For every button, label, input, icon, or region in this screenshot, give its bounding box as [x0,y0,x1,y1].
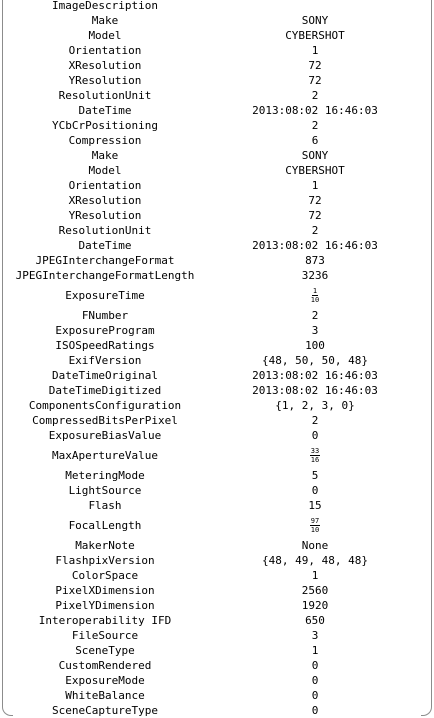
metadata-value: 3 [311,324,319,337]
metadata-row [0,568,434,583]
metadata-key: MeteringMode [65,469,145,482]
metadata-value: 2560 [301,584,329,597]
metadata-row [0,483,434,498]
metadata-row [0,613,434,628]
metadata-key: DateTimeDigitized [48,384,162,397]
metadata-key: LightSource [68,484,142,497]
metadata-key: ExposureMode [65,674,145,687]
metadata-row [0,323,434,338]
metadata-value: 650 [305,614,325,627]
metadata-key: Orientation [68,179,142,192]
metadata-row [0,513,434,538]
metadata-value: SONY [301,149,329,162]
metadata-key: Interoperability IFD [38,614,172,627]
metadata-value: 2013:08:02 16:46:03 [252,104,378,117]
metadata-row [0,628,434,643]
metadata-key: Flash [88,499,122,512]
metadata-key: JPEGInterchangeFormatLength [15,269,195,282]
metadata-row [0,253,434,268]
metadata-value: 2013:08:02 16:46:03 [252,369,378,382]
metadata-row [0,538,434,553]
metadata-value: 2 [311,309,319,322]
metadata-row [0,193,434,208]
metadata-key: YResolution [68,74,142,87]
metadata-key: ResolutionUnit [58,224,152,237]
metadata-key: YResolution [68,209,142,222]
fraction-value [310,517,320,534]
metadata-value: 72 [308,194,322,207]
metadata-key: Make [91,149,119,162]
fraction-numerator: 1 [312,287,318,295]
metadata-row [0,13,434,28]
metadata-key: MakerNote [75,539,135,552]
metadata-key: SceneCaptureType [52,704,158,717]
fraction-numerator: 97 [310,517,320,525]
metadata-key: Model [88,164,122,177]
metadata-row [0,413,434,428]
metadata-row [0,498,434,513]
metadata-row [0,703,434,718]
metadata-row [0,468,434,483]
metadata-key: ResolutionUnit [58,89,152,102]
metadata-row [0,308,434,323]
metadata-row [0,658,434,673]
metadata-row [0,688,434,703]
metadata-value: 3 [311,629,319,642]
metadata-row [0,208,434,223]
metadata-key: MaxApertureValue [52,449,158,462]
metadata-row [0,148,434,163]
metadata-row [0,223,434,238]
metadata-key: CompressedBitsPerPixel [32,414,178,427]
metadata-row [0,133,434,148]
metadata-value: None [301,539,329,552]
metadata-row [0,73,434,88]
metadata-key: PixelXDimension [55,584,155,597]
metadata-row [0,0,434,13]
metadata-value: {48, 50, 50, 48} [262,354,368,367]
metadata-key: XResolution [68,194,142,207]
metadata-key: CustomRendered [58,659,152,672]
metadata-key: YCbCrPositioning [52,119,158,132]
fraction-numerator: 33 [310,447,320,455]
metadata-row [0,398,434,413]
metadata-row [0,583,434,598]
metadata-row [0,58,434,73]
fraction-value [310,287,320,304]
metadata-key: WhiteBalance [65,689,145,702]
metadata-value: 0 [311,429,319,442]
metadata-row [0,178,434,193]
metadata-row [0,28,434,43]
metadata-value: 0 [311,484,319,497]
fraction-denominator: 10 [310,296,320,304]
metadata-row [0,103,434,118]
metadata-value: 72 [308,59,322,72]
metadata-value: 2013:08:02 16:46:03 [252,384,378,397]
metadata-value: 0 [311,704,319,717]
metadata-row [0,553,434,568]
metadata-value [210,287,420,304]
metadata-key: SceneType [75,644,135,657]
metadata-key: Make [91,14,119,27]
metadata-value: SONY [301,14,329,27]
metadata-key: FileSource [71,629,139,642]
metadata-value: 2 [311,89,319,102]
metadata-value: 72 [308,74,322,87]
metadata-key: ComponentsConfiguration [28,399,182,412]
metadata-value: 72 [308,209,322,222]
metadata-value: CYBERSHOT [285,29,345,42]
metadata-row [0,443,434,468]
metadata-value [210,447,420,464]
metadata-row [0,283,434,308]
metadata-key: DateTimeOriginal [52,369,158,382]
metadata-key: PixelYDimension [55,599,155,612]
metadata-value [210,517,420,534]
metadata-key: XResolution [68,59,142,72]
metadata-value: 1 [311,179,319,192]
metadata-key: FlashpixVersion [55,554,155,567]
metadata-key: Compression [68,134,142,147]
metadata-value: CYBERSHOT [285,164,345,177]
metadata-key: ExposureTime [65,289,145,302]
metadata-key: DateTime [78,239,132,252]
metadata-row [0,353,434,368]
metadata-value: {48, 49, 48, 48} [262,554,368,567]
metadata-key: Orientation [68,44,142,57]
metadata-value: 873 [305,254,325,267]
metadata-value: 0 [311,689,319,702]
metadata-value: 2013:08:02 16:46:03 [252,239,378,252]
metadata-key: FocalLength [68,519,142,532]
metadata-row [0,118,434,133]
metadata-key: ImageDescription [52,0,158,12]
metadata-value: 2 [311,414,319,427]
metadata-key: ColorSpace [71,569,139,582]
metadata-value: 2 [311,119,319,132]
metadata-key: ISOSpeedRatings [55,339,155,352]
metadata-key: Model [88,29,122,42]
metadata-row [0,338,434,353]
metadata-row [0,643,434,658]
metadata-row [0,368,434,383]
metadata-value: 3236 [301,269,329,282]
metadata-value: 100 [305,339,325,352]
metadata-value: 0 [311,659,319,672]
metadata-key: ExposureBiasValue [48,429,162,442]
metadata-row [0,268,434,283]
metadata-value: 2 [311,224,319,237]
metadata-row [0,163,434,178]
fraction-value [310,447,320,464]
fraction-denominator: 16 [310,456,320,464]
metadata-row [0,43,434,58]
metadata-value: 1 [311,644,319,657]
metadata-key: ExifVersion [68,354,142,367]
metadata-value: 0 [311,674,319,687]
metadata-key: JPEGInterchangeFormat [35,254,175,267]
metadata-row [0,598,434,613]
metadata-row [0,238,434,253]
metadata-key: ExposureProgram [55,324,155,337]
metadata-key: DateTime [78,104,132,117]
metadata-row [0,428,434,443]
metadata-value: 5 [311,469,319,482]
metadata-value: 1920 [301,599,329,612]
metadata-key: FNumber [81,309,129,322]
metadata-value: {1, 2, 3, 0} [275,399,355,412]
metadata-value: 6 [311,134,319,147]
metadata-value: 15 [308,499,322,512]
fraction-denominator: 10 [310,526,320,534]
metadata-row [0,673,434,688]
metadata-value: 1 [311,569,319,582]
metadata-value: 1 [311,44,319,57]
metadata-row [0,383,434,398]
metadata-row [0,88,434,103]
